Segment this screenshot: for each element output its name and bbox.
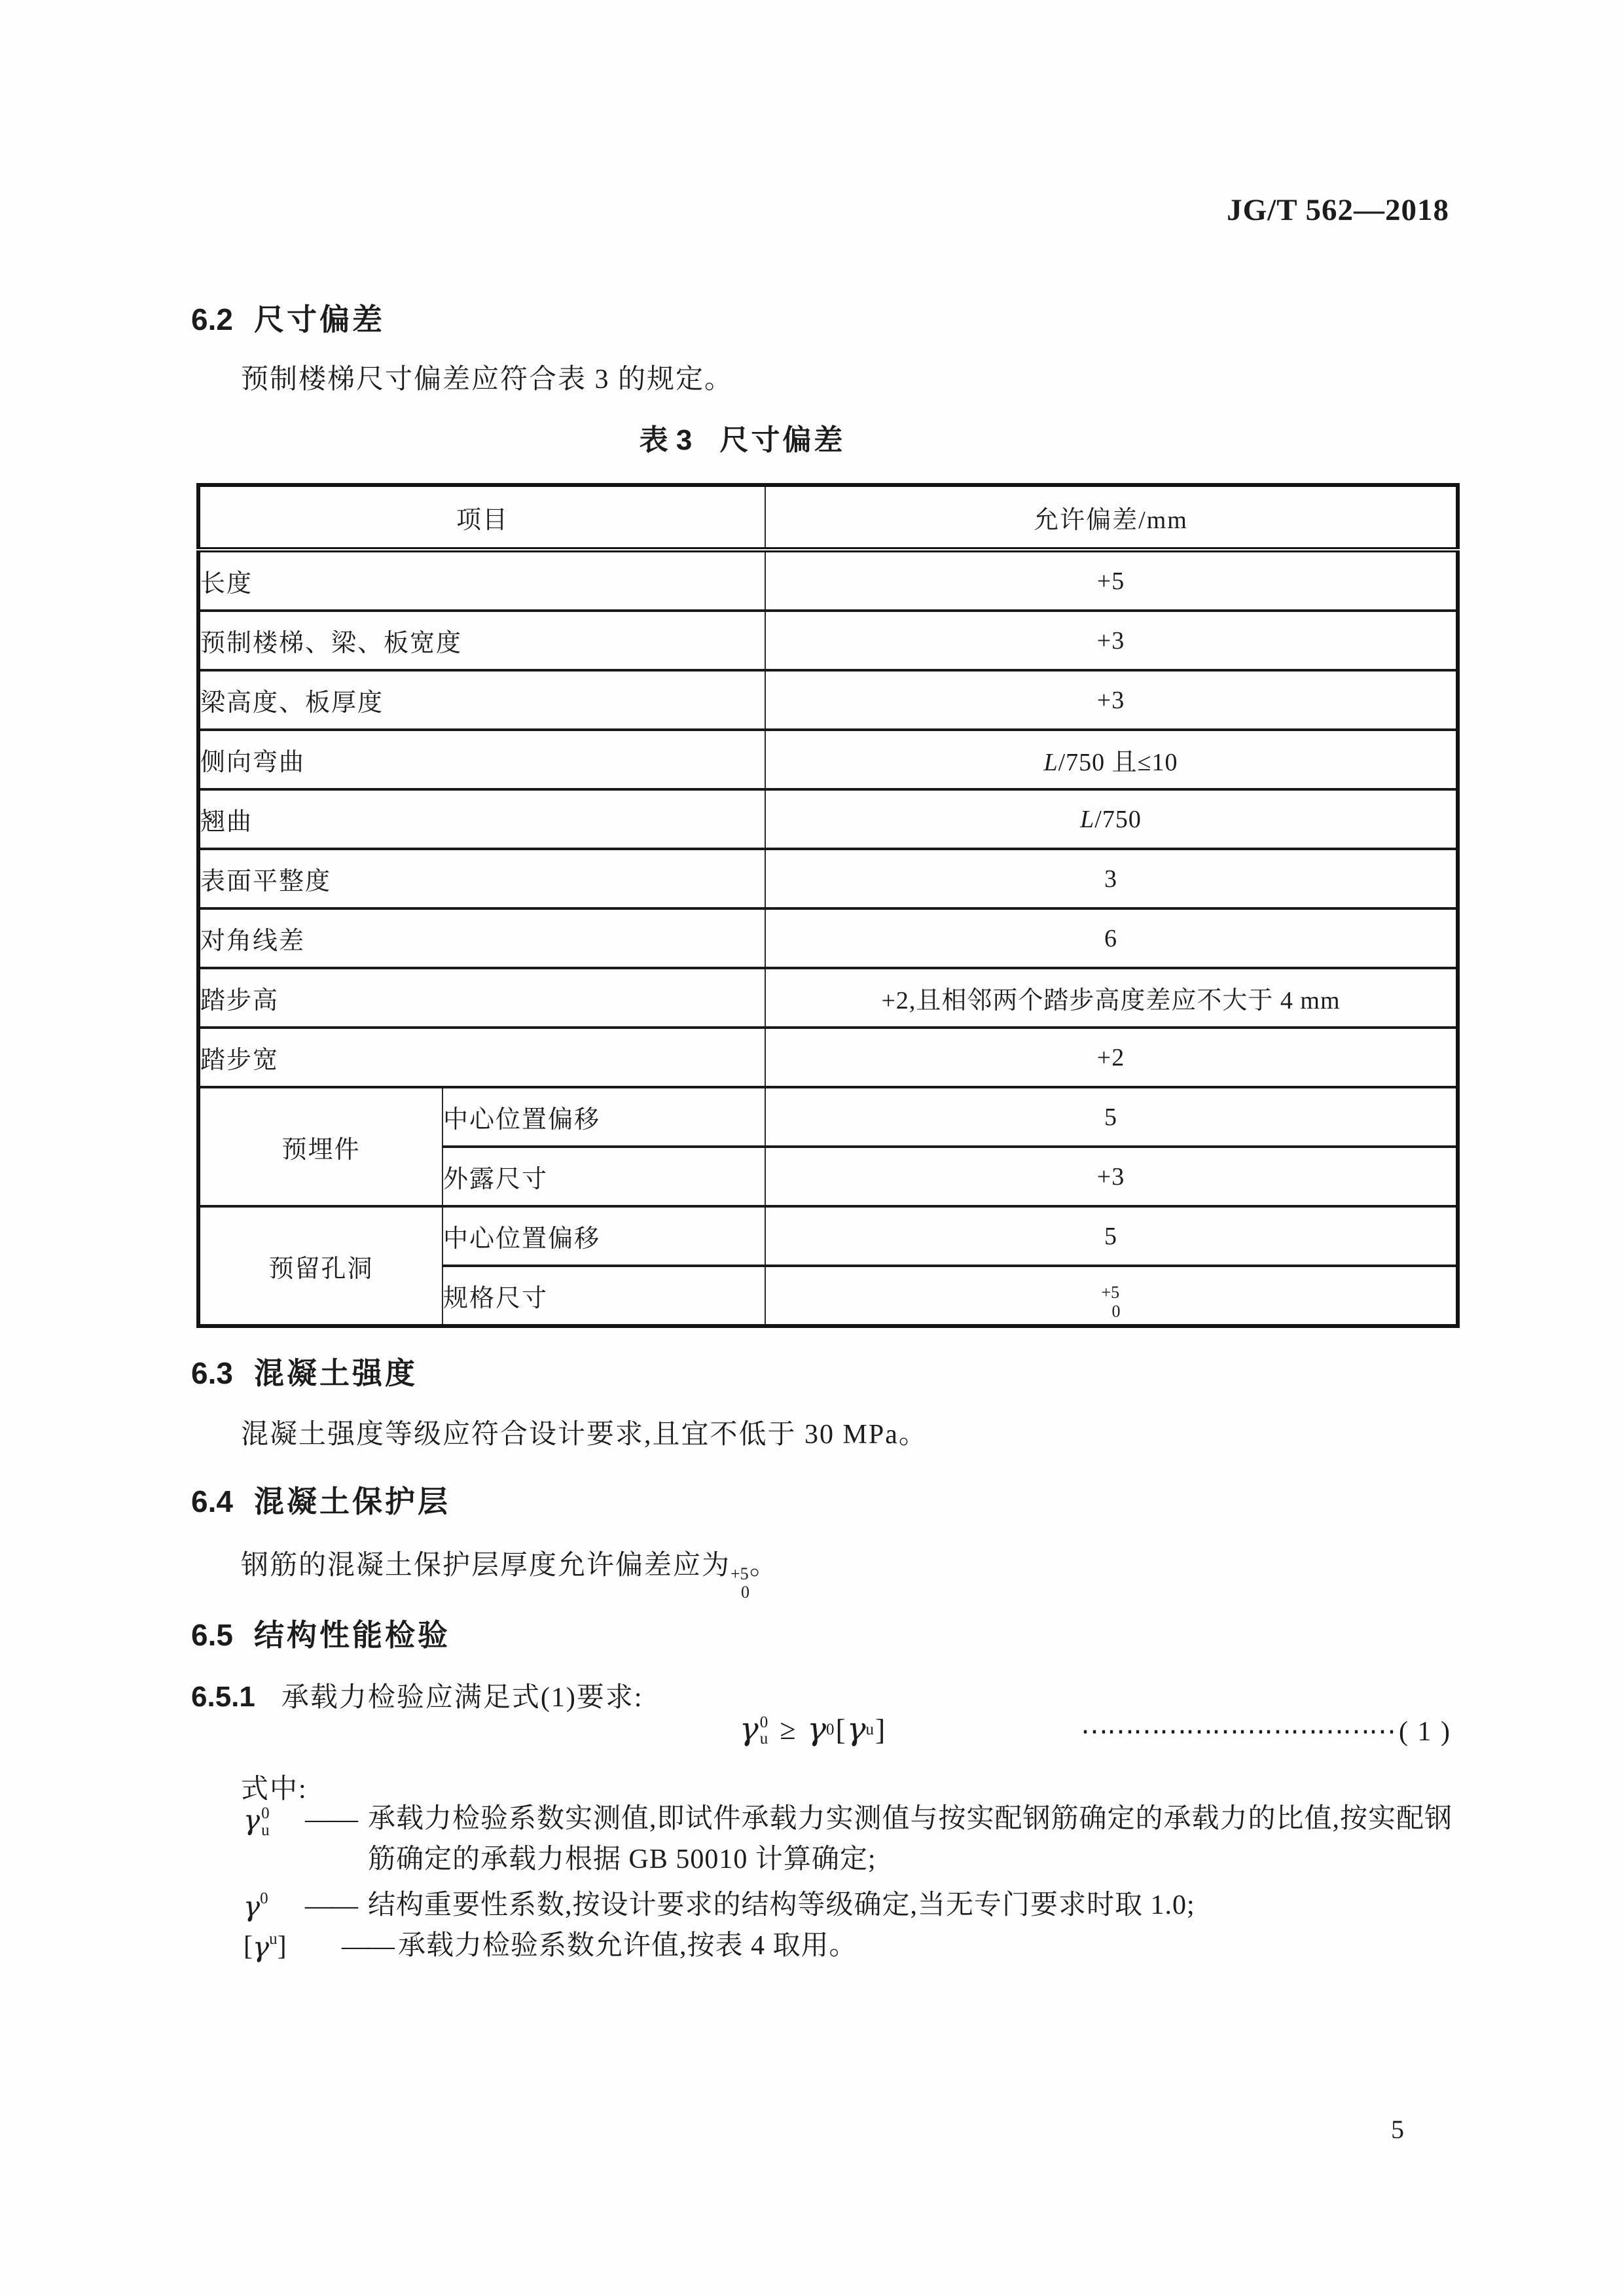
gamma-symbol: γ	[740, 1711, 759, 1748]
tolerance-stack	[1102, 1283, 1121, 1320]
section-heading-6-2	[191, 296, 385, 339]
value-cell: 3	[765, 849, 1458, 908]
gamma-subscript: u	[865, 1720, 875, 1738]
item-cell: 梁高度、板厚度	[198, 670, 765, 730]
section-number: 6.4	[191, 1484, 233, 1518]
definition-item	[244, 1890, 1453, 1926]
definition-text: 结构重要性系数,按设计要求的结构等级确定,当无专门要求时取 1.0;	[368, 1890, 1195, 1920]
table-header-row	[198, 485, 1458, 550]
tolerance-upper: +5	[1101, 1283, 1120, 1302]
italic-symbol: L	[1080, 805, 1095, 833]
section-number: 6.3	[191, 1356, 233, 1390]
table-row	[198, 789, 1458, 849]
gamma-subscript: 0	[826, 1720, 835, 1738]
subitem-cell: 中心位置偏移	[442, 1087, 765, 1147]
gamma-symbol: γ	[253, 1931, 270, 1963]
column-header-value: 允许偏差/mm	[765, 485, 1458, 550]
value-cell: +5	[765, 550, 1458, 611]
value-cell: +2	[765, 1028, 1458, 1087]
dot-leader: ⋯⋯⋯⋯⋯⋯⋯⋯⋯⋯⋯⋯	[1081, 1717, 1396, 1747]
table-row	[198, 968, 1458, 1028]
table-row	[198, 1206, 1458, 1266]
gamma-symbol: γ	[846, 1711, 866, 1748]
tolerance-lower: 0	[741, 1583, 750, 1602]
value-cell: 5	[765, 1206, 1458, 1266]
gamma-symbol: γ	[244, 1804, 261, 1836]
value-cell	[765, 1266, 1458, 1326]
right-bracket: ]	[875, 1712, 886, 1746]
page-number: 5	[1391, 2115, 1404, 2144]
left-bracket: [	[835, 1712, 846, 1746]
value-cell	[765, 789, 1458, 849]
gamma-subscript: u	[759, 1730, 768, 1748]
definition-dash: ——	[305, 1891, 356, 1921]
item-cell: 预制楼梯、梁、板宽度	[198, 611, 765, 670]
definition-dash: ——	[305, 1804, 356, 1835]
standard-code: JG/T 562—2018	[1227, 193, 1449, 227]
gamma-symbol: γ	[807, 1711, 827, 1748]
formula-leader	[1081, 1715, 1451, 1748]
definition-term	[244, 1931, 342, 1963]
gamma-superscript: 0	[759, 1713, 768, 1731]
tolerance-stack	[731, 1565, 749, 1602]
value-text: /750	[1094, 805, 1142, 833]
section-number: 6.5.1	[191, 1681, 255, 1713]
definition-text: 承载力检验系数实测值,即试件承载力实测值与按实配钢筋确定的承载力的比值,按实配钢筋确定的承载力根据 GB 50010 计算确定;	[368, 1804, 1453, 1874]
table-caption-label: 表 3	[639, 424, 693, 456]
value-cell: 5	[765, 1087, 1458, 1147]
section-title: 混凝土保护层	[253, 1484, 450, 1518]
item-cell: 踏步宽	[198, 1028, 765, 1087]
section-title: 结构性能检验	[253, 1618, 450, 1652]
section-title: 尺寸偏差	[253, 302, 385, 336]
subitem-cell: 外露尺寸	[442, 1147, 765, 1206]
gamma-superscript: 0	[261, 1804, 270, 1822]
gamma-symbol: γ	[244, 1890, 261, 1922]
value-cell: +3	[765, 1147, 1458, 1206]
value-cell: +2,且相邻两个踏步高度差应不大于 4 mm	[765, 968, 1458, 1028]
item-cell: 长度	[198, 550, 765, 611]
section-number: 6.2	[191, 302, 233, 336]
value-cell: +3	[765, 670, 1458, 730]
table-row	[198, 1087, 1458, 1147]
paragraph-6-4	[241, 1543, 778, 1602]
tolerance-lower: 0	[1111, 1301, 1121, 1321]
item-cell: 对角线差	[198, 908, 765, 968]
definition-text: 承载力检验系数允许值,按表 4 取用。	[398, 1931, 857, 1961]
tolerance-upper: +5	[731, 1564, 749, 1583]
value-cell: +3	[765, 611, 1458, 670]
formula-1	[740, 1711, 886, 1748]
gamma-subscript: u	[269, 1930, 278, 1948]
table-row	[198, 550, 1458, 611]
paragraph-text: 。	[749, 1551, 779, 1581]
column-header-item: 项目	[198, 485, 765, 550]
paragraph-6-3: 混凝土强度等级应符合设计要求,且宜不低于 30 MPa。	[241, 1420, 928, 1450]
item-cell: 侧向弯曲	[198, 730, 765, 789]
subitem-cell: 规格尺寸	[442, 1266, 765, 1326]
definition-term	[244, 1804, 305, 1837]
section-number: 6.5	[191, 1618, 233, 1652]
value-text: /750 且≤10	[1058, 749, 1178, 776]
table-row	[198, 1028, 1458, 1087]
section-heading-6-3	[191, 1350, 418, 1393]
subitem-cell: 中心位置偏移	[442, 1206, 765, 1266]
section-text: 承载力检验应满足式(1)要求:	[281, 1683, 643, 1713]
table-row	[198, 730, 1458, 789]
gamma-subscript: u	[261, 1821, 270, 1839]
value-cell: 6	[765, 908, 1458, 968]
where-label: 式中:	[241, 1774, 308, 1804]
value-cell	[765, 730, 1458, 789]
group-label-cell: 预埋件	[198, 1087, 442, 1206]
section-heading-6-4	[191, 1478, 450, 1521]
paragraph-6-2: 预制楼梯尺寸偏差应符合表 3 的规定。	[241, 365, 734, 395]
table-row	[198, 849, 1458, 908]
section-title: 混凝土强度	[253, 1356, 418, 1390]
gamma-subscript: 0	[260, 1890, 268, 1907]
table-row	[198, 908, 1458, 968]
section-heading-6-5	[191, 1611, 450, 1655]
definition-term	[244, 1890, 305, 1922]
definition-item	[244, 1804, 1453, 1880]
geq-operator: ≥	[780, 1713, 796, 1746]
table-row	[198, 611, 1458, 670]
item-cell: 表面平整度	[198, 849, 765, 908]
definition-dash: ——	[342, 1931, 393, 1962]
item-cell: 翘曲	[198, 789, 765, 849]
table-3-dimension-tolerances	[196, 483, 1460, 1328]
paragraph-text: 钢筋的混凝土保护层厚度允许偏差应为	[241, 1551, 731, 1581]
definition-item	[244, 1931, 1483, 1966]
right-bracket: ]	[277, 1931, 287, 1962]
table-caption	[0, 416, 1485, 458]
table-caption-title: 尺寸偏差	[719, 424, 846, 456]
group-label-cell: 预留孔洞	[198, 1206, 442, 1326]
equation-number: ( 1 )	[1399, 1717, 1451, 1747]
italic-symbol: L	[1043, 749, 1058, 776]
table-row	[198, 670, 1458, 730]
item-cell: 踏步高	[198, 968, 765, 1028]
left-bracket: [	[244, 1931, 253, 1962]
section-heading-6-5-1	[191, 1676, 643, 1715]
